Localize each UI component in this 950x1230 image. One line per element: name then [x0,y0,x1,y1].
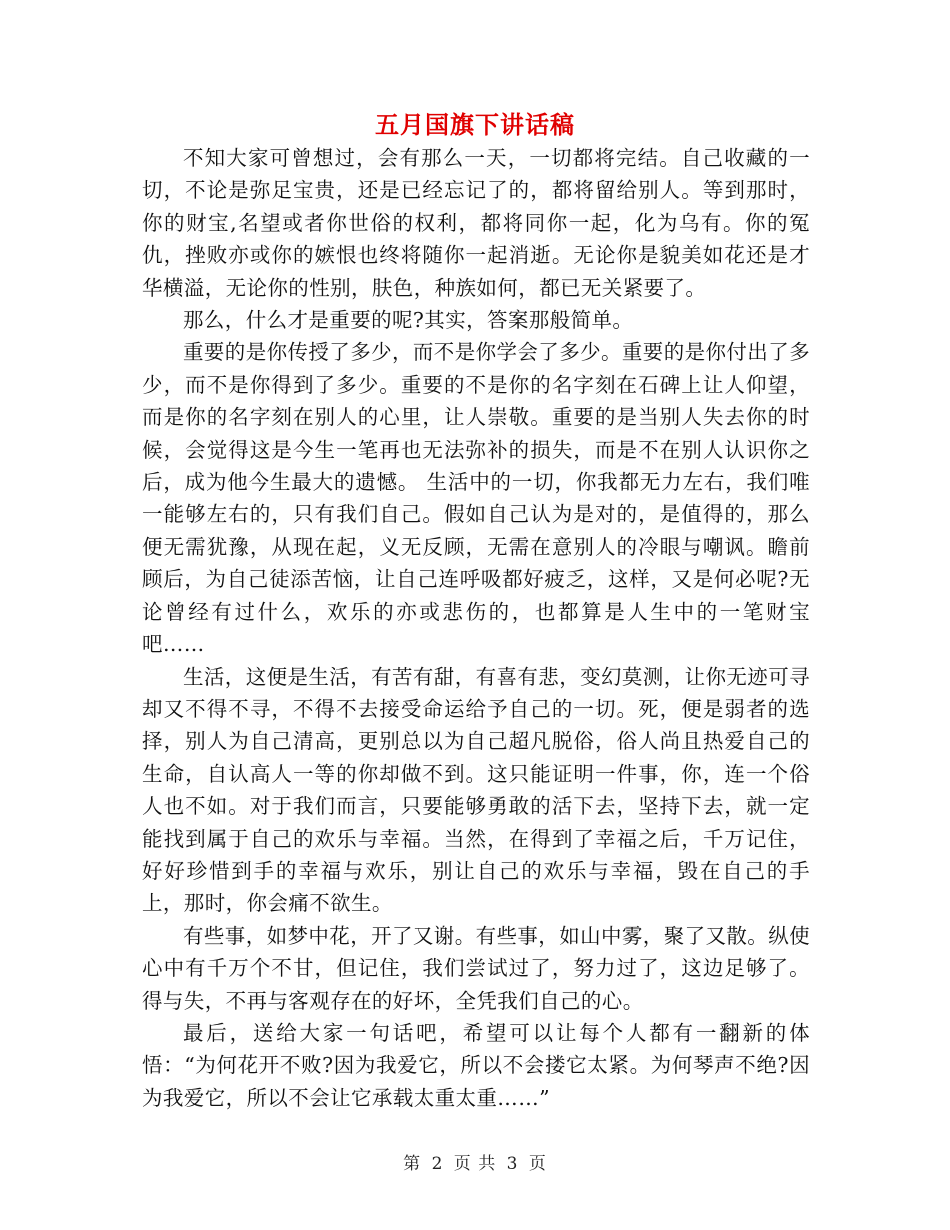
footer-total-pages: 3 [506,1154,519,1174]
paragraph-4: 生活，这便是生活，有苦有甜，有喜有悲，变幻莫测，让你无迹可寻却又不得不寻，不得不去接受命运给予自己的一切。死，便是弱者的选择，别人为自己清高，更别总以为自己超凡脱俗，俗人尚且热爱自己的生命，自认高人一等的你却做不到。这只能证明一件事，你，连一个俗人也不如。对于我们而言，只要能够勇敢的活下去，坚持下去，就一定能找到属于自己的欢乐与幸福。当然，在得到了幸福之后，千万记住，好好珍惜到手的幸福与欢乐，别让自己的欢乐与幸福，毁在自己的手上，那时，你会痛不欲生。 [142,664,810,916]
footer-prefix: 第 [403,1154,422,1174]
footer-mid: 页 共 [453,1154,497,1174]
paragraph-6: 最后，送给大家一句话吧，希望可以让每个人都有一翻新的体悟：“为何花开不败?因为我爱它，所以不会搂它太紧。为何琴声不绝?因为我爱它，所以不会让它承载太重太重……” [142,1020,810,1110]
paragraph-5: 有些事，如梦中花，开了又谢。有些事，如山中雾，聚了又散。纵使心中有千万个不甘，但记住，我们尝试过了，努力过了，这边足够了。得与失，不再与客观存在的好坏，全凭我们自己的心。 [142,923,810,1013]
paragraph-3: 重要的是你传授了多少，而不是你学会了多少。重要的是你付出了多少，而不是你得到了多少。重要的不是你的名字刻在石碑上让人仰望，而是你的名字刻在别人的心里，让人崇敬。重要的是当别人失去你的时候，会觉得这是今生一笔再也无法弥补的损失，而是不在别人认识你之后，成为他今生最大的遗憾。 生活中的一切，你我都无力左右，我们唯一能够左右的，只有我们自己。假如自己认为是对的，是值得的，那么便无需犹豫，从现在起，义无反顾，无需在意别人的冷眼与嘲讽。瞻前顾后，为自己徒添苦恼，让自己连呼吸都好疲乏，这样，又是何必呢?无论曾经有过什么，欢乐的亦或悲伤的，也都算是人生中的一笔财宝吧…… [142,340,810,657]
document-title: 五月国旗下讲话稿 [375,111,575,139]
page-footer [0,1152,950,1176]
paragraph-1: 不知大家可曾想过，会有那么一天，一切都将完结。自己收藏的一切，不论是弥足宝贵，还是已经忘记了的，都将留给别人。等到那时，你的财宝,名望或者你世俗的权利，都将同你一起，化为乌有。你的冤仇，挫败亦或你的嫉恨也终将随你一起消逝。无论你是貌美如花还是才华横溢，无论你的性别，肤色，种族如何，都已无关紧要了。 [142,146,810,300]
footer-suffix: 页 [528,1154,547,1174]
document-body [142,142,810,1114]
paragraph-2: 那么，什么才是重要的呢?其实，答案那般简单。 [183,308,634,333]
footer-current-page: 2 [431,1154,444,1174]
